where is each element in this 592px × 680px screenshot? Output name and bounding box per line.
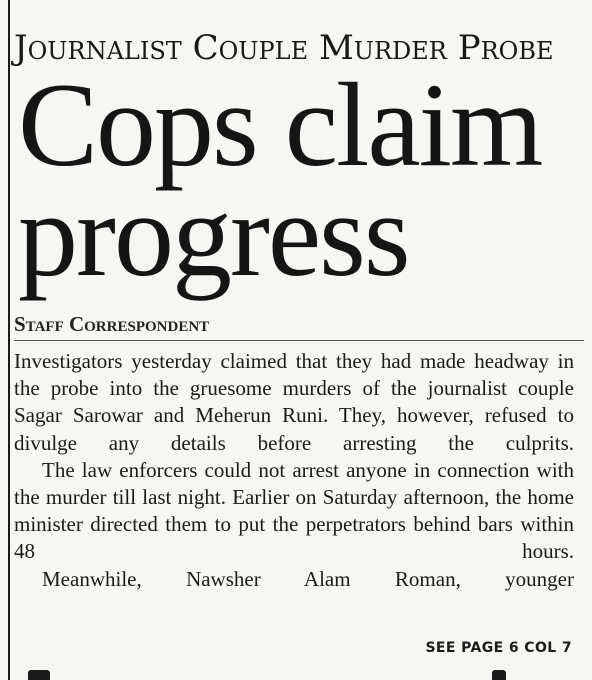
byline-divider xyxy=(14,340,584,341)
next-headline-fragment xyxy=(22,664,562,680)
headline: Cops claim progress xyxy=(18,58,542,301)
paragraph-1: Investigators yesterday claimed that they had made headway in the probe into the gruesome murders of the journalist couple Sagar Sarowar and Meherun Runi. They, however, refused to divulge any details before arresting the culprits. xyxy=(14,349,574,455)
byline: Staff Correspondent xyxy=(14,312,210,336)
kicker-heading: Journalist Couple Murder Probe xyxy=(14,28,554,68)
continuation-jump-line: SEE PAGE 6 COL 7 xyxy=(425,640,572,656)
paragraph-3: Meanwhile, Nawsher Alam Roman, younger xyxy=(42,566,574,591)
column-rule xyxy=(8,0,10,680)
paragraph-2: The law enforcers could not arrest anyone in connection with the murder till last night. Earlier on Saturday afternoon, the home minister directed them to put the perpetrators behind bars within 48 hours. xyxy=(14,457,574,564)
article-body xyxy=(14,348,574,593)
